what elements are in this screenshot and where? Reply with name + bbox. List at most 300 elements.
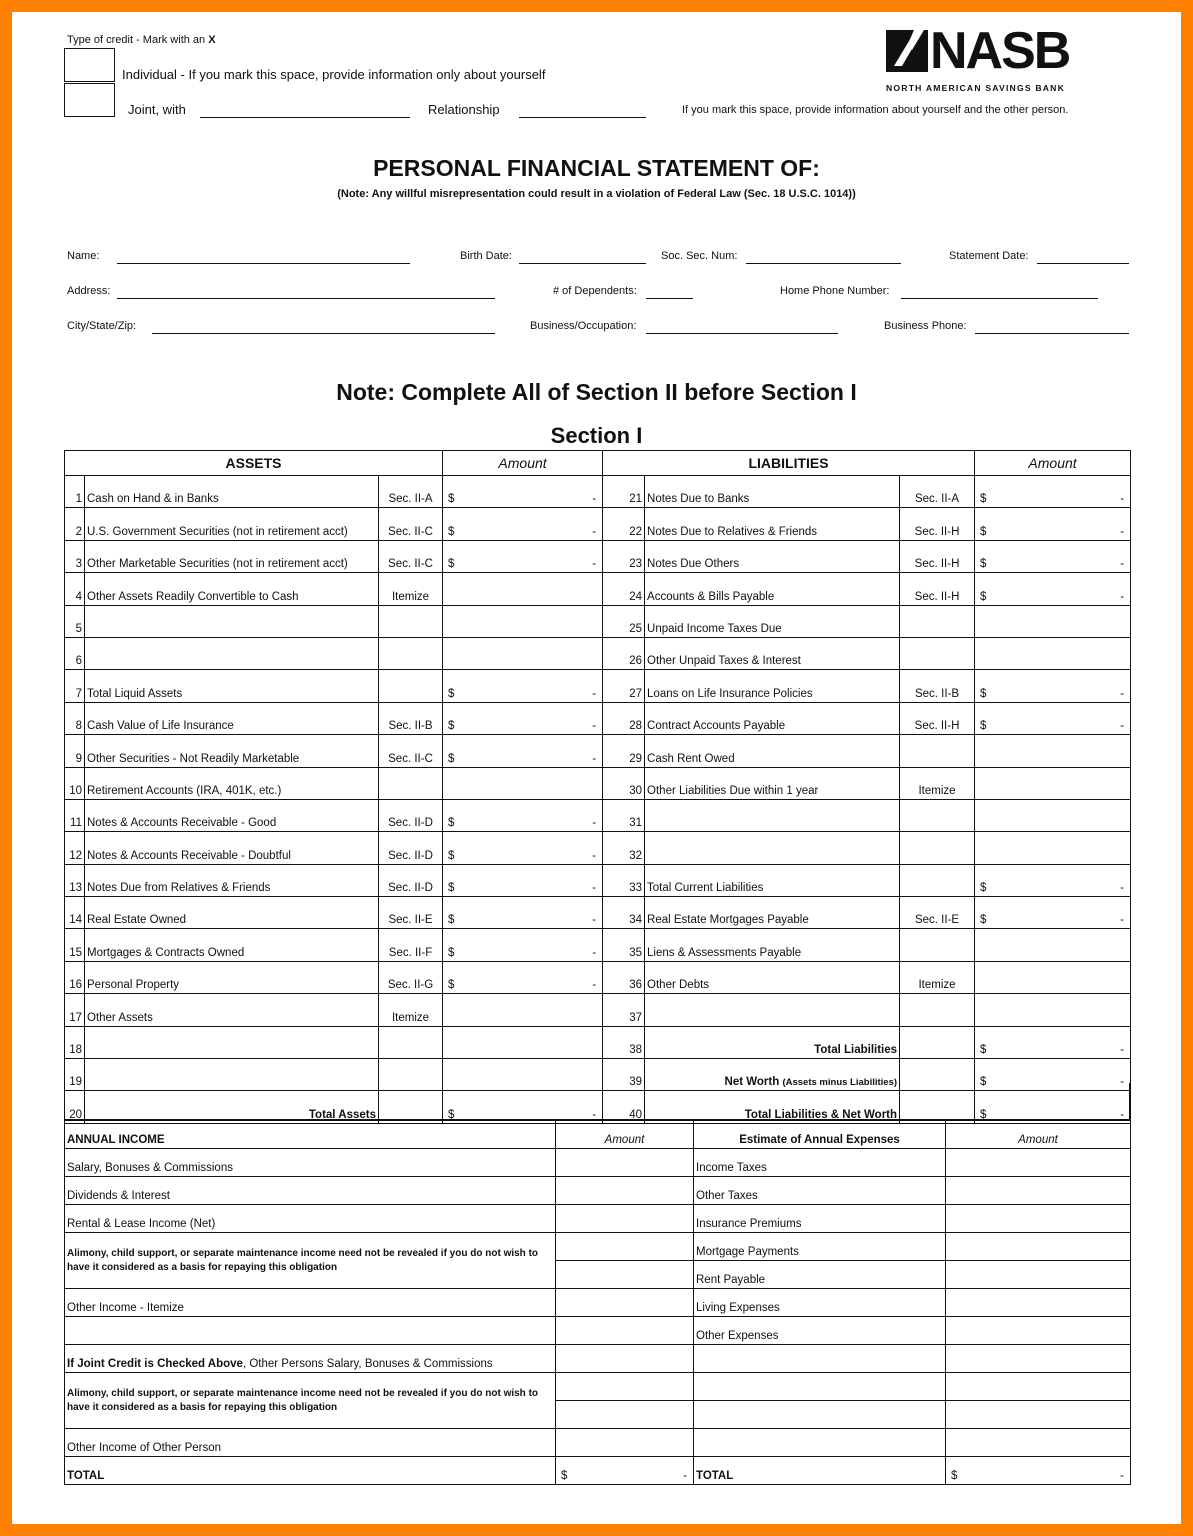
liability-label-text: Contract Accounts Payable <box>647 720 786 733</box>
liability-line-number: 21 <box>603 476 645 508</box>
name-label: Name: <box>67 250 100 262</box>
income-total-label: TOTAL <box>65 1457 556 1485</box>
liability-amount-field[interactable] <box>975 476 1131 508</box>
asset-section-ref: Sec. II-D <box>379 864 443 896</box>
table-row <box>65 832 1131 864</box>
statement-date-field[interactable] <box>1037 263 1129 264</box>
dollar-sign: $ <box>980 882 987 895</box>
asset-amount-field[interactable] <box>443 508 603 540</box>
asset-section-ref <box>379 767 443 799</box>
dash-value: - <box>683 1470 687 1482</box>
liability-amount-field[interactable] <box>975 637 1131 669</box>
liability-line-number: 23 <box>603 540 645 572</box>
expense-label: Living Expenses <box>694 1289 946 1317</box>
blank-expense-line[interactable] <box>694 1373 946 1401</box>
dash-value: - <box>1120 558 1125 571</box>
liability-amount-field[interactable] <box>975 767 1131 799</box>
title-note: (Note: Any willful misrepresentation could result in a violation of Federal Law (Sec. 18 U.S.C. 1014)) <box>337 188 856 200</box>
ssn-label: Soc. Sec. Num: <box>661 250 738 262</box>
dash-value: - <box>1120 882 1125 895</box>
asset-section-ref: Sec. II-G <box>379 961 443 993</box>
salary-label: Salary, Bonuses & Commissions <box>65 1149 556 1177</box>
table-row <box>65 1289 1131 1317</box>
liability-section-ref <box>900 929 975 961</box>
dash-value: - <box>1120 720 1125 733</box>
asset-line-number: 16 <box>65 961 85 993</box>
individual-label: Individual - If you mark this space, provide information only about yourself <box>122 67 546 82</box>
table-row <box>65 1026 1131 1058</box>
asset-amount-field[interactable] <box>443 670 603 702</box>
table-row <box>65 670 1131 702</box>
amount-field[interactable] <box>556 1317 694 1345</box>
joint-income-label <box>65 1345 556 1373</box>
table-row <box>65 994 1131 1026</box>
amount-field[interactable] <box>946 1429 1131 1457</box>
dash-value: - <box>1120 914 1125 927</box>
asset-label: Cash on Hand & in Banks <box>85 476 379 508</box>
table-row <box>65 702 1131 734</box>
table-row <box>65 1149 1131 1177</box>
asset-section-ref <box>379 605 443 637</box>
dash-value: - <box>1120 525 1125 538</box>
asset-line-number: 20 <box>65 1091 85 1123</box>
asset-line-number: 9 <box>65 735 85 767</box>
liability-amount-field[interactable] <box>975 864 1131 896</box>
dash-value: - <box>1120 687 1125 700</box>
liability-section-ref: Sec. II-H <box>900 573 975 605</box>
income-total-amount[interactable] <box>556 1457 694 1485</box>
credit-type-label: Type of credit - Mark with an X <box>67 34 216 46</box>
amount-field[interactable] <box>556 1401 694 1429</box>
other-person-amount[interactable] <box>556 1429 694 1457</box>
amount-field[interactable] <box>556 1373 694 1401</box>
dollar-sign: $ <box>980 1108 987 1121</box>
table-row <box>65 799 1131 831</box>
asset-label <box>85 637 379 669</box>
assets-amount-header: Amount <box>443 451 603 476</box>
dollar-sign: $ <box>448 752 455 765</box>
liability-label <box>645 1026 900 1058</box>
expense-label: Insurance Premiums <box>694 1205 946 1233</box>
spacer-row <box>64 1083 1130 1120</box>
expense-amount[interactable] <box>946 1177 1131 1205</box>
liability-label-text: Other Debts <box>647 979 710 992</box>
table-row <box>65 637 1131 669</box>
dollar-sign: $ <box>448 817 455 830</box>
other-income-label: Other Income - Itemize <box>65 1289 556 1317</box>
asset-label <box>85 1026 379 1058</box>
liability-amount-field[interactable] <box>975 508 1131 540</box>
blank-expense-line[interactable] <box>694 1345 946 1373</box>
asset-line-number: 15 <box>65 929 85 961</box>
alimony-note-other: Alimony, child support, or separate maintenance income need not be revealed if you do not wish to have it considered as a basis for repaying this obligation <box>65 1373 556 1429</box>
joint-bold-text: If Joint Credit is Checked Above <box>67 1358 243 1370</box>
asset-label: Real Estate Owned <box>85 897 379 929</box>
occupation-field[interactable] <box>646 333 838 334</box>
liability-section-ref <box>900 1026 975 1058</box>
asset-section-ref: Sec. II-C <box>379 540 443 572</box>
relationship-field[interactable] <box>519 117 646 118</box>
dollar-sign: $ <box>448 525 455 538</box>
liability-label <box>645 573 900 605</box>
dollar-sign: $ <box>448 558 455 571</box>
asset-line-number: 19 <box>65 1059 85 1091</box>
liability-line-number: 30 <box>603 767 645 799</box>
expense-label: Income Taxes <box>694 1149 946 1177</box>
birth-date-label: Birth Date: <box>460 250 512 262</box>
asset-line-number: 5 <box>65 605 85 637</box>
liability-line-number: 24 <box>603 573 645 605</box>
liability-section-ref: Sec. II-H <box>900 540 975 572</box>
city-field[interactable] <box>152 333 495 334</box>
expense-amount[interactable] <box>946 1261 1131 1289</box>
liability-label <box>645 735 900 767</box>
table-row <box>65 1429 1131 1457</box>
liability-section-ref <box>900 637 975 669</box>
table-row <box>65 540 1131 572</box>
liability-amount-field[interactable] <box>975 540 1131 572</box>
income-amount-header: Amount <box>556 1121 694 1149</box>
dash-value: - <box>592 720 597 733</box>
table-row <box>65 864 1131 896</box>
liability-section-ref <box>900 799 975 831</box>
liability-amount-field[interactable] <box>975 832 1131 864</box>
alimony-note: Alimony, child support, or separate maintenance income need not be revealed if you do not wish to have it considered as a basis for repaying this obligation <box>65 1233 556 1289</box>
joint-note: If you mark this space, provide information about yourself and the other person. <box>682 104 1069 116</box>
table-row <box>65 1457 1131 1485</box>
liability-label-text: Unpaid Income Taxes Due <box>647 622 782 635</box>
table-row <box>65 1177 1131 1205</box>
amount-field[interactable] <box>946 1401 1131 1429</box>
ssn-field[interactable] <box>746 263 901 264</box>
liability-section-ref <box>900 864 975 896</box>
liability-line-number: 39 <box>603 1059 645 1091</box>
asset-label: U.S. Government Securities (not in retirement acct) <box>85 508 379 540</box>
asset-section-ref: Itemize <box>379 994 443 1026</box>
occupation-label: Business/Occupation: <box>530 320 637 332</box>
liability-amount-field[interactable] <box>975 994 1131 1026</box>
asset-amount-field[interactable] <box>443 897 603 929</box>
liability-label-text: Other Unpaid Taxes & Interest <box>647 655 801 668</box>
dollar-sign: $ <box>980 493 987 506</box>
asset-line-number: 11 <box>65 799 85 831</box>
asset-amount-field[interactable] <box>443 799 603 831</box>
asset-section-ref: Sec. II-E <box>379 897 443 929</box>
individual-checkbox[interactable] <box>64 48 115 82</box>
liability-label <box>645 670 900 702</box>
liability-label <box>645 767 900 799</box>
liability-label <box>645 961 900 993</box>
expense-amount-header: Amount <box>946 1121 1131 1149</box>
liabilities-header: LIABILITIES <box>603 451 975 476</box>
asset-line-number: 4 <box>65 573 85 605</box>
asset-label <box>85 605 379 637</box>
joint-income-amount[interactable] <box>556 1345 694 1373</box>
dependents-field[interactable] <box>646 298 693 299</box>
asset-amount-field[interactable] <box>443 1026 603 1058</box>
dash-value: - <box>592 752 597 765</box>
liability-section-ref <box>900 605 975 637</box>
liability-label <box>645 540 900 572</box>
liability-label-text: Total Liabilities & Net Worth <box>744 1108 898 1121</box>
page-title: PERSONAL FINANCIAL STATEMENT OF: <box>373 155 820 181</box>
liability-amount-field[interactable] <box>975 929 1131 961</box>
dollar-sign: $ <box>951 1470 958 1482</box>
liability-section-ref: Sec. II-H <box>900 702 975 734</box>
asset-label: Notes & Accounts Receivable - Doubtful <box>85 832 379 864</box>
asset-label: Personal Property <box>85 961 379 993</box>
joint-rest-text: , Other Persons Salary, Bonuses & Commissions <box>242 1358 493 1370</box>
asset-amount-field[interactable] <box>443 605 603 637</box>
dash-value: - <box>592 817 597 830</box>
dividends-label: Dividends & Interest <box>65 1177 556 1205</box>
alimony-amount-2[interactable] <box>556 1261 694 1289</box>
liability-line-number: 31 <box>603 799 645 831</box>
section-note: Note: Complete All of Section II before Section I <box>336 379 857 405</box>
asset-line-number: 12 <box>65 832 85 864</box>
asset-line-number: 10 <box>65 767 85 799</box>
rental-label: Rental & Lease Income (Net) <box>65 1205 556 1233</box>
annual-income-header: ANNUAL INCOME <box>65 1121 556 1149</box>
asset-label: Notes & Accounts Receivable - Good <box>85 799 379 831</box>
table-row <box>65 1121 1131 1149</box>
dash-value: - <box>592 979 597 992</box>
liability-amount-field[interactable] <box>975 961 1131 993</box>
address-field[interactable] <box>117 298 495 299</box>
asset-label: Retirement Accounts (IRA, 401K, etc.) <box>85 767 379 799</box>
table-row <box>65 961 1131 993</box>
liability-section-ref: Sec. II-E <box>900 897 975 929</box>
liability-line-number: 22 <box>603 508 645 540</box>
rental-amount[interactable] <box>556 1205 694 1233</box>
expense-amount[interactable] <box>946 1289 1131 1317</box>
asset-amount-field[interactable] <box>443 735 603 767</box>
liability-label-text: Liens & Assessments Payable <box>647 946 802 959</box>
liability-amount-field[interactable] <box>975 605 1131 637</box>
expense-amount[interactable] <box>946 1317 1131 1345</box>
table-row <box>65 605 1131 637</box>
liability-amount-field[interactable] <box>975 897 1131 929</box>
asset-amount-field[interactable] <box>443 864 603 896</box>
dependents-label: # of Dependents: <box>553 285 637 297</box>
amount-field[interactable] <box>946 1373 1131 1401</box>
logo-subtitle: NORTH AMERICAN SAVINGS BANK <box>886 83 1065 93</box>
balance-sheet-table <box>64 450 1131 1124</box>
dollar-sign: $ <box>980 1044 987 1057</box>
liability-section-ref: Sec. II-B <box>900 670 975 702</box>
dash-value: - <box>592 558 597 571</box>
blank-income-line[interactable] <box>65 1317 556 1345</box>
liability-amount-field[interactable] <box>975 799 1131 831</box>
asset-section-ref <box>379 1026 443 1058</box>
asset-label: Other Securities - Not Readily Marketable <box>85 735 379 767</box>
expense-amount[interactable] <box>946 1149 1131 1177</box>
dash-value: - <box>592 914 597 927</box>
table-row <box>65 735 1131 767</box>
liability-section-ref: Itemize <box>900 767 975 799</box>
liability-label-text: Notes Due to Banks <box>647 493 750 506</box>
table-row <box>65 1233 1131 1261</box>
asset-label: Notes Due from Relatives & Friends <box>85 864 379 896</box>
liability-label-text: Net Worth <box>724 1076 780 1089</box>
asset-line-number: 1 <box>65 476 85 508</box>
table-row <box>65 897 1131 929</box>
liability-label-text: Loans on Life Insurance Policies <box>647 687 813 700</box>
asset-label: Other Assets <box>85 994 379 1026</box>
asset-amount-field[interactable] <box>443 832 603 864</box>
liability-section-ref: Itemize <box>900 961 975 993</box>
asset-label: Other Assets Readily Convertible to Cash <box>85 573 379 605</box>
table-row <box>65 767 1131 799</box>
liabilities-amount-header: Amount <box>975 451 1131 476</box>
asset-amount-field[interactable] <box>443 961 603 993</box>
liability-amount-field[interactable] <box>975 702 1131 734</box>
amount-field[interactable] <box>946 1345 1131 1373</box>
name-field[interactable] <box>117 263 410 264</box>
asset-amount-field[interactable] <box>443 929 603 961</box>
dollar-sign: $ <box>448 946 455 959</box>
expense-total-amount[interactable] <box>946 1457 1131 1485</box>
liability-label <box>645 897 900 929</box>
liability-label-text: Total Liabilities <box>814 1044 898 1057</box>
asset-line-number: 3 <box>65 540 85 572</box>
liability-label-text: Notes Due to Relatives & Friends <box>647 525 818 538</box>
asset-amount-field[interactable] <box>443 540 603 572</box>
expense-amount[interactable] <box>946 1205 1131 1233</box>
blank-expense-line[interactable] <box>694 1401 946 1429</box>
expense-label: Mortgage Payments <box>694 1233 946 1261</box>
dollar-sign: $ <box>448 849 455 862</box>
dash-value: - <box>592 1108 597 1121</box>
dollar-sign: $ <box>980 525 987 538</box>
asset-section-ref: Sec. II-C <box>379 735 443 767</box>
blank-expense-line[interactable] <box>694 1429 946 1457</box>
table-row <box>65 508 1131 540</box>
liability-line-number: 36 <box>603 961 645 993</box>
address-label: Address: <box>67 285 111 297</box>
dollar-sign: $ <box>448 687 455 700</box>
table-row <box>65 573 1131 605</box>
asset-label: Total Liquid Assets <box>85 670 379 702</box>
asset-amount-field[interactable] <box>443 994 603 1026</box>
asset-line-number: 17 <box>65 994 85 1026</box>
other-person-income-label: Other Income of Other Person <box>65 1429 556 1457</box>
dollar-sign: $ <box>561 1470 568 1482</box>
alimony-amount[interactable] <box>556 1233 694 1261</box>
liability-label-text: Real Estate Mortgages Payable <box>647 914 809 927</box>
dividends-amount[interactable] <box>556 1177 694 1205</box>
liability-line-number: 40 <box>603 1091 645 1123</box>
dollar-sign: $ <box>980 558 987 571</box>
liability-label <box>645 864 900 896</box>
liability-line-number: 32 <box>603 832 645 864</box>
asset-section-ref: Sec. II-D <box>379 832 443 864</box>
expense-amount[interactable] <box>946 1233 1131 1261</box>
salary-amount[interactable] <box>556 1149 694 1177</box>
liability-label-text: Other Liabilities Due within 1 year <box>647 784 819 797</box>
home-phone-label: Home Phone Number: <box>780 285 890 297</box>
birth-date-field[interactable] <box>519 263 646 264</box>
asset-amount-field[interactable] <box>443 767 603 799</box>
table-row <box>65 476 1131 508</box>
statement-date-label: Statement Date: <box>949 250 1029 262</box>
business-phone-label: Business Phone: <box>884 320 967 332</box>
asset-amount-field[interactable] <box>443 702 603 734</box>
asset-section-ref: Sec. II-C <box>379 508 443 540</box>
table-row <box>65 1373 1131 1401</box>
dollar-sign: $ <box>448 720 455 733</box>
liability-amount-field[interactable] <box>975 670 1131 702</box>
asset-amount-field[interactable] <box>443 637 603 669</box>
assets-header: ASSETS <box>65 451 443 476</box>
liability-section-ref: Sec. II-A <box>900 476 975 508</box>
asset-amount-field[interactable] <box>443 476 603 508</box>
asset-section-ref: Sec. II-D <box>379 799 443 831</box>
dollar-sign: $ <box>448 914 455 927</box>
liability-line-number: 27 <box>603 670 645 702</box>
table-row <box>65 1205 1131 1233</box>
liability-label <box>645 702 900 734</box>
home-phone-field[interactable] <box>901 298 1098 299</box>
liability-line-number: 38 <box>603 1026 645 1058</box>
other-income-amount[interactable] <box>556 1289 694 1317</box>
dollar-sign: $ <box>980 687 987 700</box>
liability-amount-field[interactable] <box>975 735 1131 767</box>
liability-amount-field[interactable] <box>975 573 1131 605</box>
asset-label: Other Marketable Securities (not in retirement acct) <box>85 540 379 572</box>
asset-section-ref: Sec. II-F <box>379 929 443 961</box>
asset-label: Mortgages & Contracts Owned <box>85 929 379 961</box>
asset-label: Total Assets <box>85 1091 379 1123</box>
asset-section-ref <box>379 637 443 669</box>
asset-section-ref: Sec. II-B <box>379 702 443 734</box>
asset-line-number: 14 <box>65 897 85 929</box>
asset-line-number: 18 <box>65 1026 85 1058</box>
dollar-sign: $ <box>448 493 455 506</box>
business-phone-field[interactable] <box>975 333 1129 334</box>
liability-label-text: Cash Rent Owed <box>647 752 735 765</box>
liability-section-ref: Sec. II-H <box>900 508 975 540</box>
joint-label: Joint, with <box>128 102 186 117</box>
liability-line-number: 33 <box>603 864 645 896</box>
asset-line-number: 13 <box>65 864 85 896</box>
dollar-sign: $ <box>448 1108 455 1121</box>
joint-with-field[interactable] <box>200 117 410 118</box>
dash-value: - <box>592 849 597 862</box>
table-row <box>65 1345 1131 1373</box>
liability-line-number: 34 <box>603 897 645 929</box>
liability-section-ref <box>900 832 975 864</box>
asset-line-number: 7 <box>65 670 85 702</box>
dollar-sign: $ <box>980 720 987 733</box>
dollar-sign: $ <box>448 882 455 895</box>
liability-label <box>645 832 900 864</box>
joint-checkbox[interactable] <box>64 83 115 117</box>
liability-section-ref <box>900 994 975 1026</box>
liability-line-number: 35 <box>603 929 645 961</box>
asset-section-ref: Itemize <box>379 573 443 605</box>
liability-label <box>645 508 900 540</box>
dash-value: - <box>592 493 597 506</box>
table-row <box>65 1317 1131 1345</box>
nasb-logo <box>884 22 1084 94</box>
asset-amount-field[interactable] <box>443 573 603 605</box>
liability-label <box>645 799 900 831</box>
expense-header: Estimate of Annual Expenses <box>694 1121 946 1149</box>
liability-label <box>645 476 900 508</box>
liability-amount-field[interactable] <box>975 1026 1131 1058</box>
liability-label-suffix: (Assets minus Liabilities) <box>782 1077 898 1089</box>
